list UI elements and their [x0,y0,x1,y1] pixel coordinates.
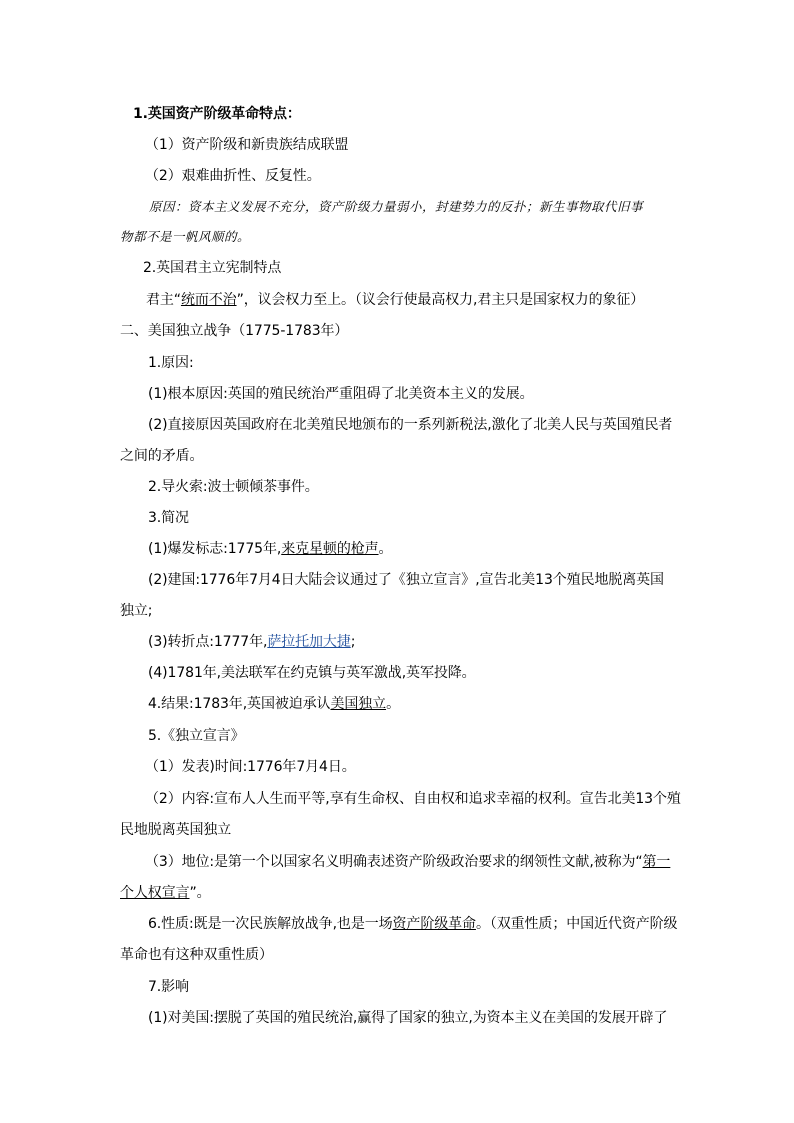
list-item: (1)对美国:摆脱了英国的殖民统治,赢得了国家的独立,为资本主义在美国的发展开辟了 [148,1010,668,1026]
section-heading-american-war: 二、美国独立战争（1775-1783年） [120,323,349,339]
paragraph [146,291,644,309]
underlined-term: 统而不治 [180,292,237,308]
list-item: （2）内容:宣布人人生而平等,享有生命权、自由权和追求幸福的权利。宣告北美13个殖 [145,791,681,807]
text: ; [350,634,356,650]
text: ”，议会权力至上。（议会行使最高权力,君主只是国家权力的象征） [236,292,645,308]
underlined-term: 来克星顿的枪声 [281,541,379,557]
handwritten-note: 原因：资本主义发展不充分，资产阶级力量弱小，封建势力的反扑；新生事物取代旧事 [149,199,644,214]
text: （3）地位:是第一个以国家名义明确表述资产阶级政治要求的纲领性文献,被称为“ [145,854,643,870]
list-item [145,853,670,871]
subheading [148,915,677,933]
text: 6.性质:既是一次民族解放战争,也是一场 [148,916,393,932]
text: (1)爆发标志:1775年, [148,541,282,557]
paragraph-continued: 革命也有这种双重性质） [120,947,273,963]
text: (3)转折点:1777年, [148,634,268,650]
underlined-term: 美国独立 [330,696,387,712]
list-item-continued: 独立; [120,603,153,619]
subheading [148,695,400,713]
list-item-continued [120,884,211,902]
list-item: （1）发表)时间:1776年7月4日。 [145,759,356,775]
text: 。 [378,541,393,557]
underlined-term: 第一 [642,854,671,870]
list-item-continued: 之间的矛盾。 [120,448,204,464]
list-item-continued: 民地脱离英国独立 [120,822,232,838]
heading-english-revolution-features: 1.英国资产阶级革命特点： [133,106,301,122]
text: 。（双重性质；中国近代资产阶级 [475,916,678,932]
list-item: (1)根本原因:英国的殖民统治严重阻碍了北美资本主义的发展。 [148,386,534,402]
text: 。 [386,696,400,712]
subheading: 1.原因: [148,355,194,371]
subheading: 2.导火索:波士顿倾茶事件。 [148,479,319,495]
list-item: （1）资产阶级和新贵族结成联盟 [145,137,349,153]
list-item [148,540,392,558]
underlined-link: 萨拉托加大捷 [267,634,351,650]
subheading: 5.《独立宣言》 [148,728,245,744]
text: 君主“ [146,292,181,308]
heading-constitutional-monarchy: 2.英国君主立宪制特点 [143,260,282,276]
subheading: 7.影响 [148,979,189,995]
subheading: 3.简况 [148,510,189,526]
list-item: (2)直接原因英国政府在北美殖民地颁布的一系列新税法,激化了北美人民与英国殖民者 [148,417,673,433]
list-item: (2)建国:1776年7月4日大陆会议通过了《独立宣言》,宣告北美13个殖民地脱离英国 [148,572,664,588]
list-item [148,633,355,651]
underlined-term: 个人权宣言 [120,885,190,901]
underlined-term: 资产阶级革命 [392,916,476,932]
text: 4.结果:1783年,英国被迫承认 [148,696,331,712]
text: ”。 [189,885,211,901]
list-item: （2）艰难曲折性、反复性。 [145,168,321,184]
handwritten-note-continued: 物都不是一帆风顺的。 [120,229,251,244]
list-item: (4)1781年,美法联军在约克镇与英军激战,英军投降。 [148,665,476,681]
